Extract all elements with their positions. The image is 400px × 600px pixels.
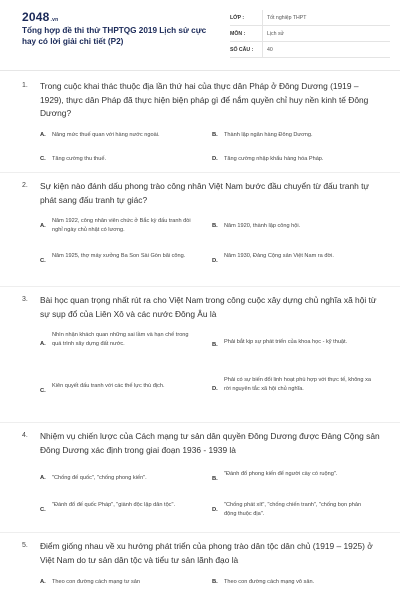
option-letter: D. <box>212 258 218 264</box>
option-text: Phải có sự biến đổi linh hoạt phù hợp với thực tế, không xa rời nguyên tắc xã hội chủ nghĩa. <box>224 377 371 392</box>
option-text: Năm 1930, Đảng Cộng sản Việt Nam ra đời. <box>224 253 334 259</box>
question-divider <box>0 286 400 287</box>
option-text: Theo con đường cách mạng vô sản. <box>224 579 315 585</box>
question-number: 2. <box>22 182 28 189</box>
option-letter: A. <box>40 132 46 138</box>
meta-value: Lịch sử <box>262 26 284 41</box>
option-letter: B. <box>212 132 218 138</box>
header-divider <box>0 70 400 71</box>
question-text: Trong cuộc khai thác thuộc địa lần thứ hai của thực dân Pháp ở Đông Dương (1919 – 1929), thực dân Pháp đã thực hiện biện pháp gì để nắm quyền chỉ huy nền kinh tế Đông Dương? <box>40 81 369 118</box>
site-logo[interactable] <box>22 10 58 24</box>
option-letter: A. <box>40 341 46 347</box>
question-number: 4. <box>22 432 28 439</box>
option-letter: D. <box>212 507 218 513</box>
question-divider <box>0 422 400 423</box>
page-header <box>0 0 400 68</box>
meta-row-class <box>230 10 390 26</box>
metadata-table <box>230 10 390 58</box>
option-text: Phải bắt kịp sự phát triển của khoa học - kỹ thuật. <box>224 339 348 345</box>
option-letter: C. <box>40 507 46 513</box>
option-text: Năm 1922, công nhân viên chức ở Bắc kỳ đấu tranh đòi nghỉ ngày chủ nhật có lương. <box>52 218 191 233</box>
option-letter: C. <box>40 258 46 264</box>
logo-tld: .vn <box>50 17 59 23</box>
option-letter: A. <box>40 579 46 585</box>
option-letter: D. <box>212 386 218 392</box>
option-letter: B. <box>212 579 218 585</box>
option-text: "Đánh đổ đế quốc Pháp", "giành độc lập dân tộc". <box>52 502 176 508</box>
question-text: Điểm giống nhau về xu hướng phát triển của phong trào dân tộc dân chủ (1919 – 1925) ở Việt Nam do tư sản dân tộc và tiểu tư sản lãnh đạo là <box>40 541 373 565</box>
option-text: "Đánh đổ phong kiến để người cày có ruộng". <box>224 471 338 477</box>
question-number: 1. <box>22 82 28 89</box>
option-text: Tăng cường thu thuế. <box>52 156 107 162</box>
question-divider <box>0 172 400 173</box>
option-text: "Chống phát xít", "chống chiến tranh", "chống bọn phản động thuộc địa". <box>224 502 362 517</box>
option-text: Thành lập ngân hàng Đông Dương. <box>224 132 313 138</box>
option-text: Nhìn nhận khách quan những sai lầm và hạn chế trong quá trình xây dựng đất nước. <box>52 332 189 347</box>
option-text: Năm 1925, thợ máy xưởng Ba Son Sài Gòn bãi công. <box>52 253 186 259</box>
option-text: Năm 1920, thành lập công hội. <box>224 223 301 229</box>
option-text: "Chống đế quốc", "chống phong kiến". <box>52 475 147 481</box>
question-number: 3. <box>22 296 28 303</box>
question-number: 5. <box>22 542 28 549</box>
option-letter: C. <box>40 156 46 162</box>
option-text: Tăng cường nhập khẩu hàng hóa Pháp. <box>224 156 324 162</box>
question-divider <box>0 532 400 533</box>
meta-row-count <box>230 42 390 58</box>
option-letter: A. <box>40 223 46 229</box>
option-letter: C. <box>40 388 46 394</box>
option-letter: B. <box>212 476 218 482</box>
logo-text: 2048 <box>22 10 50 24</box>
option-letter: A. <box>40 475 46 481</box>
option-letter: D. <box>212 156 218 162</box>
option-letter: B. <box>212 223 218 229</box>
question-text: Sự kiện nào đánh dấu phong trào công nhân Việt Nam bước đầu chuyển từ đấu tranh tự phát sang đấu tranh tự giác? <box>40 181 370 205</box>
meta-row-subject <box>230 26 390 42</box>
option-text: Nâng mức thuế quan với hàng nước ngoài. <box>52 132 160 138</box>
option-text: Kiên quyết đấu tranh với các thế lực thù địch. <box>52 383 165 389</box>
question-text: Nhiệm vụ chiến lược của Cách mạng tư sản dân quyền Đông Dương được Đảng Cộng sản Đông Dương xác định trong giai đoạn 1936 - 1939 là <box>40 431 380 455</box>
meta-key: LỚP : <box>230 14 245 21</box>
meta-value: Tốt nghiệp THPT <box>262 10 306 25</box>
option-letter: B. <box>212 342 218 348</box>
option-text: Theo con đường cách mạng tư sản <box>52 579 140 585</box>
question-text: Bài học quan trọng nhất rút ra cho Việt Nam trong công cuộc xây dựng chủ nghĩa xã hội từ sự sụp đổ của Liên Xô và các nước Đông Âu là <box>40 295 377 319</box>
meta-value: 40 <box>262 42 273 57</box>
document-title: Tổng hợp đề thi thử THPTQG 2019 Lịch sử cực hay có lời giải chi tiết (P2) <box>22 26 207 46</box>
meta-key: SỐ CÂU : <box>230 46 254 53</box>
meta-key: MÔN : <box>230 30 246 37</box>
